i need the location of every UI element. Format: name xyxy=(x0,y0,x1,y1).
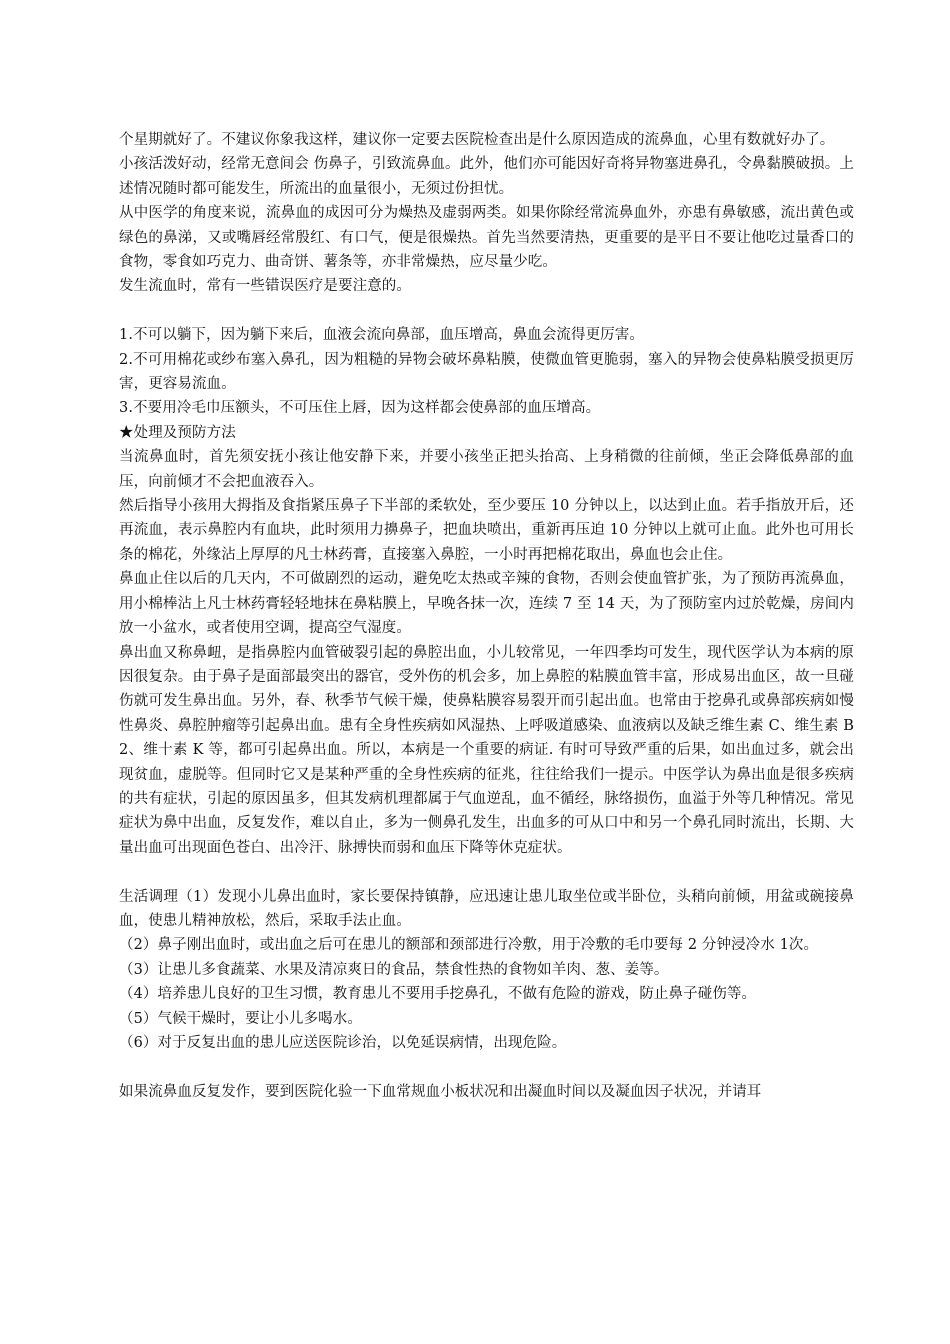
blank-line xyxy=(119,1055,854,1079)
list-item: 2.不可用棉花或纱布塞入鼻孔，因为粗糙的异物会破坏鼻粘膜，使微血管更脆弱，塞入的异物会使鼻粘膜受损更厉害，更容易流血。 xyxy=(119,351,854,393)
list-item: 3.不要用冷毛巾压额头，不可压住上唇，因为这样都会使鼻部的血压增高。 xyxy=(119,400,601,417)
blank-line xyxy=(119,860,854,884)
list-item: （3）让患儿多食蔬菜、水果及清凉爽日的食品，禁食性热的食物如羊肉、葱、姜等。 xyxy=(119,961,669,978)
paragraph: 鼻血止住以后的几天内，不可做剧烈的运动，避免吃太热或辛辣的食物，否则会使血管扩张，为了预防再流鼻血，用小棉棒沾上凡士林药膏轻轻地抹在鼻粘膜上，早晚各抹一次，连续 7 至 14 天，为了预防室内过於乾燥，房间内放一小盆水，或者使用空调，提高空气湿度。 xyxy=(119,571,854,637)
paragraph: 小孩活泼好动，经常无意间会 伤鼻子，引致流鼻血。此外，他们亦可能因好奇将异物塞进鼻孔，令鼻黏膜破损。上述情况随时都可能发生，所流出的血量很小，无须过份担忧。 xyxy=(119,156,854,197)
paragraph: 鼻出血又称鼻衄，是指鼻腔内血管破裂引起的鼻腔出血，小儿较常见，一年四季均可发生，现代医学认为本病的原因很复杂。由于鼻子是面部最突出的器官，受外伤的机会多，加上鼻腔的粘膜血管丰富，形成易出血区，故一旦碰伤就可发生鼻出血。另外，春、秋季节气候干燥，使鼻粘膜容易裂开而引起出血。也常由于挖鼻孔或鼻部疾病如慢性鼻炎、鼻腔肿瘤等引起鼻出血。患有全身性疾病如风湿热、上呼吸道感染、血液病以及缺乏维生素 C、维生素 B2、维十素 K 等，都可引起鼻出血。所以，本病是一个重要的病证. 有时可导致严重的后果，如出血过多，就会出现贫血，虚脱等。但同时它又是某种严重的全身性疾病的征兆，往往给我们一提示。中医学认为鼻出血是很多疾病的共有症状，引起的原因虽多，但其发病机理都属于气血逆乱，血不循经，脉络损伤，血溢于外等几种情况。常见症状为鼻中出血，反复发作，难以自止，多为一侧鼻孔发生，出血多的可从口中和另一个鼻孔同时流出，长期、大量出血可出现面色苍白、出冷汗、脉搏快而弱和血压下降等休克症状。 xyxy=(119,644,854,856)
paragraph: 生活调理（1）发现小儿鼻出血时，家长要保持镇静，应迅速让患儿取坐位或半卧位，头稍向前倾，用盆或碗接鼻血，使患儿精神放松，然后，采取手法止血。 xyxy=(119,888,854,929)
list-item: （5）气候干燥时，要让小儿多喝水。 xyxy=(119,1010,362,1027)
list-item: （4）培养患儿良好的卫生习惯，教育患儿不要用手挖鼻孔，不做有危险的游戏，防止鼻子碰伤等。 xyxy=(119,986,757,1003)
paragraph: 从中医学的角度来说，流鼻血的成因可分为燥热及虚弱两类。如果你除经常流鼻血外，亦患有鼻敏感，流出黄色或绿色的鼻涕，又或嘴唇经常殷红、有口气，便是很燥热。首先当然要清热，更重要的是平日不要让他吃过量香口的食物，零食如巧克力、曲奇饼、薯条等，亦非常燥热，应尽量少吃。 xyxy=(119,205,854,271)
paragraph: （2）鼻子刚出血时，或出血之后可在患儿的额部和颈部进行冷敷，用于冷敷的毛巾要每 2 分钟浸冷水 1次。 xyxy=(119,937,819,954)
list-item: 1.不可以躺下，因为躺下来后，血液会流向鼻部，血压增高，鼻血会流得更厉害。 xyxy=(119,327,645,344)
paragraph: 发生流血时，常有一些错误医疗是要注意的。 xyxy=(119,278,411,295)
paragraph: 如果流鼻血反复发作，要到医院化验一下血常规血小板状况和出凝血时间以及凝血因子状况，并请耳 xyxy=(119,1083,762,1100)
list-item: （6）对于反复出血的患儿应送医院诊治，以免延误病情，出现危险。 xyxy=(119,1035,567,1051)
paragraph: 当流鼻血时，首先须安抚小孩让他安静下来，并要小孩坐正把头抬高、上身稍微的往前倾，坐正会降低鼻部的血压，向前倾才不会把血液吞入。 xyxy=(119,449,854,490)
document-body xyxy=(119,128,854,1104)
paragraph: 然后指导小孩用大拇指及食指紧压鼻子下半部的柔软处，至少要压 10 分钟以上，以达到止血。若手指放开后，还再流血，表示鼻腔内有血块，此时须用力擤鼻子，把血块喷出，重新再压迫 10 分钟以上就可止血。此外也可用长条的棉花，外缘沾上厚厚的凡士林药膏，直接塞入鼻腔，一小时再把棉花取出，鼻血也会止住。 xyxy=(119,498,854,563)
blank-line xyxy=(119,299,854,323)
paragraph: 个星期就好了。不建议你象我这样，建议你一定要去医院检查出是什么原因造成的流鼻血，心里有数就好办了。 xyxy=(119,132,835,148)
section-heading: ★处理及预防方法 xyxy=(119,424,236,441)
